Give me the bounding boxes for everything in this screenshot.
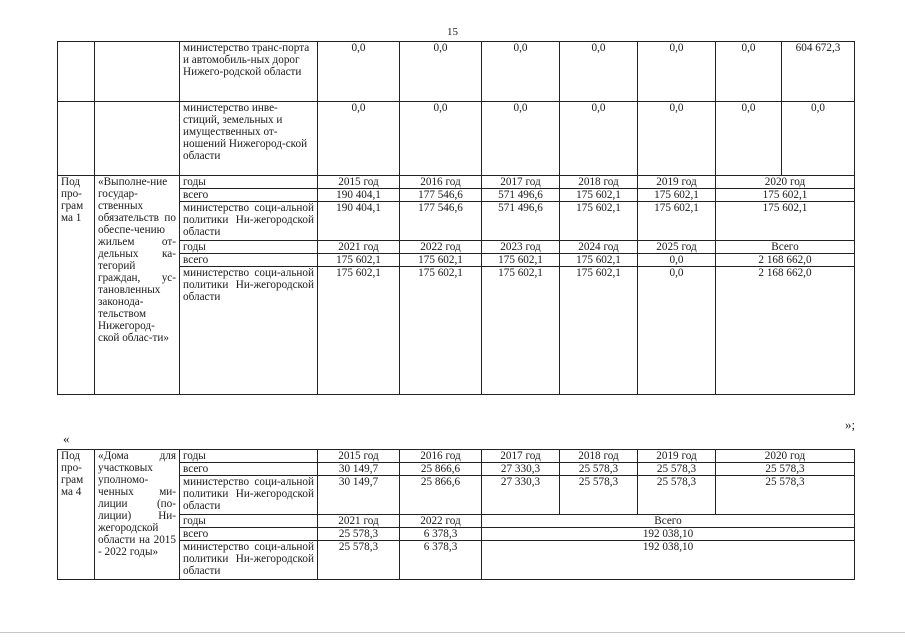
- year-cell: 2018 год: [560, 450, 638, 463]
- value-cell: 6 378,3: [400, 528, 482, 541]
- value-cell: 175 602,1: [400, 267, 482, 395]
- value-cell: 571 496,6: [482, 202, 560, 241]
- total-header-cell: Всего: [482, 515, 855, 528]
- row-label: годы: [180, 241, 318, 254]
- years-row: [58, 450, 855, 463]
- empty-code-cell: [58, 42, 95, 102]
- row-label: годы: [180, 450, 318, 463]
- year-cell: 2017 год: [482, 176, 560, 189]
- value-cell: 177 546,6: [400, 189, 482, 202]
- year-cell: 2023 год: [482, 241, 560, 254]
- value-cell: 0,0: [638, 42, 716, 102]
- empty-code-cell: [58, 102, 95, 176]
- value-cell: 25 578,3: [560, 463, 638, 476]
- value-cell: 25 578,3: [318, 541, 400, 580]
- value-cell: 25 578,3: [560, 476, 638, 515]
- value-cell: 175 602,1: [638, 202, 716, 241]
- value-cell: 25 578,3: [716, 463, 855, 476]
- scan-edge-line: [0, 632, 905, 633]
- value-cell: 175 602,1: [560, 202, 638, 241]
- value-cell: 0,0: [638, 102, 716, 176]
- value-cell: 0,0: [560, 102, 638, 176]
- value-cell: 175 602,1: [560, 267, 638, 395]
- year-cell: 2017 год: [482, 450, 560, 463]
- value-cell: 25 578,3: [318, 528, 400, 541]
- year-cell: 2018 год: [560, 176, 638, 189]
- value-cell: 175 602,1: [318, 254, 400, 267]
- value-cell: 175 602,1: [400, 254, 482, 267]
- subprogram-code: Под про-грам ма 1: [58, 176, 95, 395]
- row-label: годы: [180, 515, 318, 528]
- year-cell: 2015 год: [318, 450, 400, 463]
- value-cell: 175 602,1: [716, 202, 855, 241]
- value-cell: 175 602,1: [482, 267, 560, 395]
- value-cell: 0,0: [400, 102, 482, 176]
- year-cell: 2016 год: [400, 176, 482, 189]
- row-label: министерство соци-альной политики Ни-жегородской области: [180, 267, 318, 395]
- value-cell: 175 602,1: [716, 189, 855, 202]
- row-label: министерство соци-альной политики Ни-жегородской области: [180, 202, 318, 241]
- transport-ministry-row: [58, 42, 855, 102]
- value-cell: 0,0: [638, 267, 716, 395]
- empty-name-cell: [95, 102, 180, 176]
- value-cell: 0,0: [318, 102, 400, 176]
- value-cell: 571 496,6: [482, 189, 560, 202]
- value-cell: 175 602,1: [482, 254, 560, 267]
- value-cell: 0,0: [638, 254, 716, 267]
- funding-table-top: [57, 41, 855, 395]
- subprogram-name: «Выполне-ние государ-ственных обязательств по обеспе-чению жильем от-дельных ка-тегорий граждан, ус-тановленных законода-тельством Нижегород-ской облас-ти»: [95, 176, 180, 395]
- subprogram-code: Под про-грам ма 4: [58, 450, 95, 580]
- value-cell: 0,0: [482, 42, 560, 102]
- year-cell: 2020 год: [716, 176, 855, 189]
- value-cell: 0,0: [482, 102, 560, 176]
- value-cell: 25 578,3: [716, 476, 855, 515]
- closing-quote-mark: »;: [845, 417, 856, 432]
- value-cell: 25 866,6: [400, 476, 482, 515]
- year-cell: 2016 год: [400, 450, 482, 463]
- years-row: [58, 176, 855, 189]
- value-cell: 0,0: [318, 42, 400, 102]
- value-cell: 2 168 662,0: [716, 267, 855, 395]
- value-cell: 175 602,1: [638, 189, 716, 202]
- row-label: всего: [180, 528, 318, 541]
- value-cell: 175 602,1: [560, 189, 638, 202]
- row-label: всего: [180, 463, 318, 476]
- investment-ministry-row: [58, 102, 855, 176]
- page-number: 15: [447, 26, 458, 38]
- value-cell: 192 038,10: [482, 528, 855, 541]
- value-cell: 0,0: [782, 102, 855, 176]
- value-cell: 0,0: [400, 42, 482, 102]
- row-label: годы: [180, 176, 318, 189]
- year-cell: 2020 год: [716, 450, 855, 463]
- value-cell: 0,0: [716, 102, 782, 176]
- row-label: министерство транс-порта и автомобиль-ных дорог Нижего-родской области: [180, 42, 318, 102]
- value-cell: 190 404,1: [318, 202, 400, 241]
- value-cell: 2 168 662,0: [716, 254, 855, 267]
- row-label: всего: [180, 189, 318, 202]
- total-header-cell: Всего: [716, 241, 855, 254]
- year-cell: 2024 год: [560, 241, 638, 254]
- value-cell: 30 149,7: [318, 476, 400, 515]
- empty-name-cell: [95, 42, 180, 102]
- row-label: министерство соци-альной политики Ни-жегородской области: [180, 476, 318, 515]
- value-cell: 25 578,3: [638, 463, 716, 476]
- value-cell: 27 330,3: [482, 476, 560, 515]
- value-cell: 30 149,7: [318, 463, 400, 476]
- value-cell: 604 672,3: [782, 42, 855, 102]
- row-label: министерство соци-альной политики Ни-жегородской области: [180, 541, 318, 580]
- year-cell: 2021 год: [318, 515, 400, 528]
- value-cell: 0,0: [560, 42, 638, 102]
- year-cell: 2025 год: [638, 241, 716, 254]
- value-cell: 27 330,3: [482, 463, 560, 476]
- year-cell: 2019 год: [638, 176, 716, 189]
- value-cell: 6 378,3: [400, 541, 482, 580]
- opening-quote-mark: «: [63, 431, 70, 446]
- year-cell: 2022 год: [400, 241, 482, 254]
- value-cell: 25 578,3: [638, 476, 716, 515]
- row-label: всего: [180, 254, 318, 267]
- year-cell: 2019 год: [638, 450, 716, 463]
- subprogram-name: «Дома для участковых уполномо-ченных ми-лиции (по-лиции) Ни-жегородской области на 2015 - 2022 годы»: [95, 450, 180, 580]
- value-cell: 175 602,1: [560, 254, 638, 267]
- value-cell: 190 404,1: [318, 189, 400, 202]
- year-cell: 2021 год: [318, 241, 400, 254]
- value-cell: 192 038,10: [482, 541, 855, 580]
- funding-table-bottom: [57, 449, 855, 580]
- value-cell: 25 866,6: [400, 463, 482, 476]
- year-cell: 2015 год: [318, 176, 400, 189]
- row-label: министерство инве-стиций, земельных и имущественных от-ношений Нижегород-ской области: [180, 102, 318, 176]
- value-cell: 175 602,1: [318, 267, 400, 395]
- value-cell: 177 546,6: [400, 202, 482, 241]
- value-cell: 0,0: [716, 42, 782, 102]
- year-cell: 2022 год: [400, 515, 482, 528]
